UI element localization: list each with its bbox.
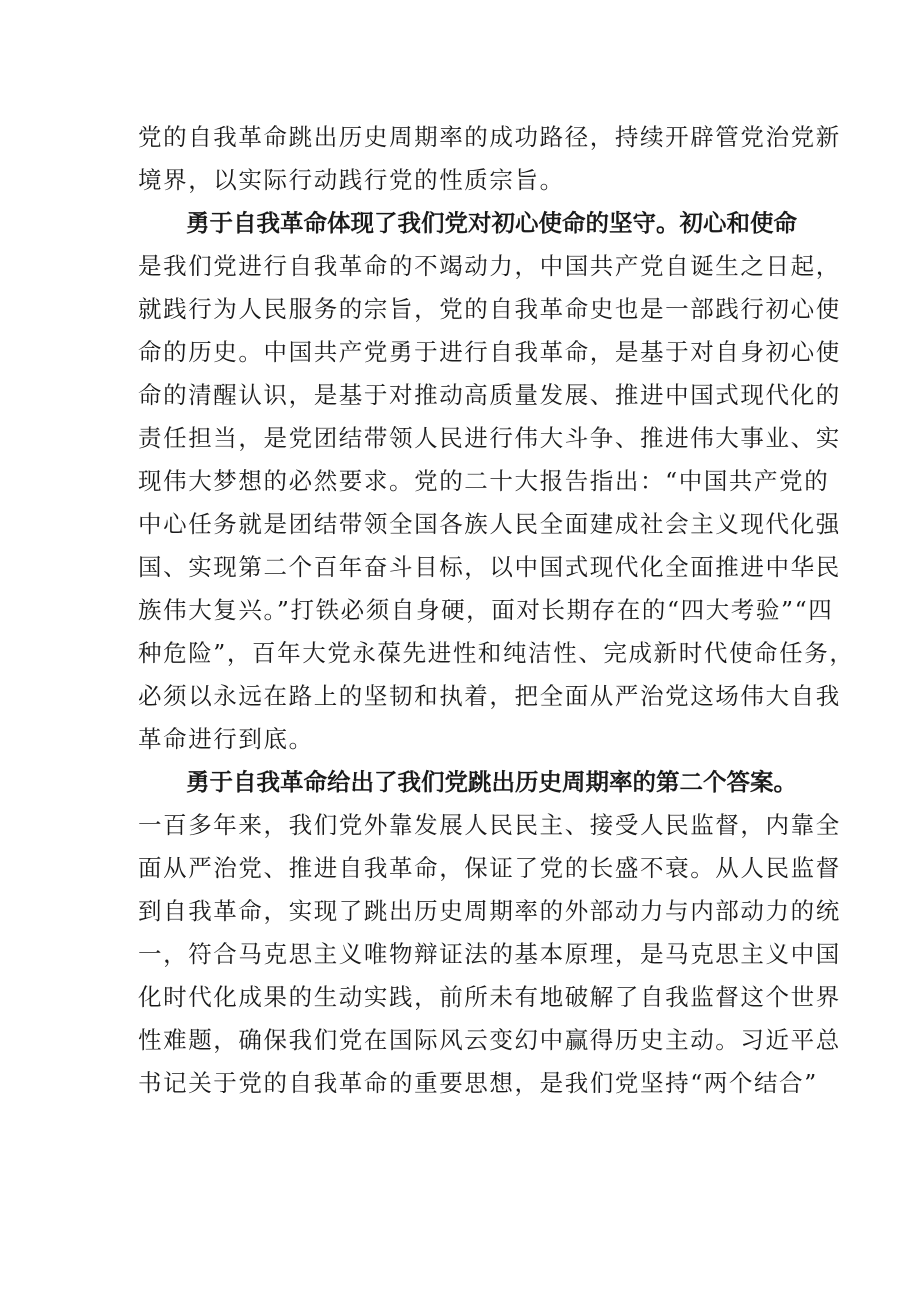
text-line: 现伟大梦想的必然要求。党的二十大报告指出：“中国共产党的 (138, 467, 830, 495)
text-line: 命的清醒认识，是基于对推动高质量发展、推进中国式现代化的 (138, 381, 841, 409)
text-line: 党的自我革命跳出历史周期率的成功路径，持续开辟管党治党新 (138, 123, 841, 151)
text-line: 中心任务就是团结带领全国各族人民全面建成社会主义现代化强 (138, 510, 841, 538)
text-line: 就践行为人民服务的宗旨，党的自我革命史也是一部践行初心使 (138, 295, 841, 323)
text-line: 一，符合马克思主义唯物辩证法的基本原理，是马克思主义中国 (138, 940, 841, 968)
text-line: 化时代化成果的生动实践，前所未有地破解了自我监督这个世界 (138, 983, 841, 1011)
text-line: 必须以永远在路上的坚韧和执着，把全面从严治党这场伟大自我 (138, 682, 841, 710)
text-line: 境界，以实际行动践行党的性质宗旨。 (138, 166, 565, 194)
text-line: 面从严治党、推进自我革命，保证了党的长盛不衰。从人民监督 (138, 854, 841, 882)
text-line: 革命进行到底。 (138, 725, 314, 753)
text-line: 到自我革命，实现了跳出历史周期率的外部动力与内部动力的统 (138, 897, 841, 925)
paragraph-heading: 勇于自我革命给出了我们党跳出历史周期率的第二个答案。 (186, 768, 797, 796)
text-line: 种危险”，百年大党永葆先进性和纯洁性、完成新时代使命任务， (138, 639, 855, 667)
text-line: 是我们党进行自我革命的不竭动力，中国共产党自诞生之日起， (138, 252, 841, 280)
text-line: 国、实现第二个百年奋斗目标，以中国式现代化全面推进中华民 (138, 553, 841, 581)
paragraph-heading: 勇于自我革命体现了我们党对初心使命的坚守。初心和使命 (186, 209, 797, 237)
text-line: 性难题，确保我们党在国际风云变幻中赢得历史主动。习近平总 (138, 1026, 841, 1054)
text-line: 书记关于党的自我革命的重要思想，是我们党坚持“两个结合” (138, 1069, 818, 1097)
text-line: 族伟大复兴。”打铁必须自身硬，面对长期存在的“四大考验”“四 (138, 596, 834, 624)
text-line: 责任担当，是党团结带领人民进行伟大斗争、推进伟大事业、实 (138, 424, 841, 452)
text-line: 一百多年来，我们党外靠发展人民民主、接受人民监督，内靠全 (138, 811, 841, 839)
text-line: 命的历史。中国共产党勇于进行自我革命，是基于对自身初心使 (138, 338, 841, 366)
